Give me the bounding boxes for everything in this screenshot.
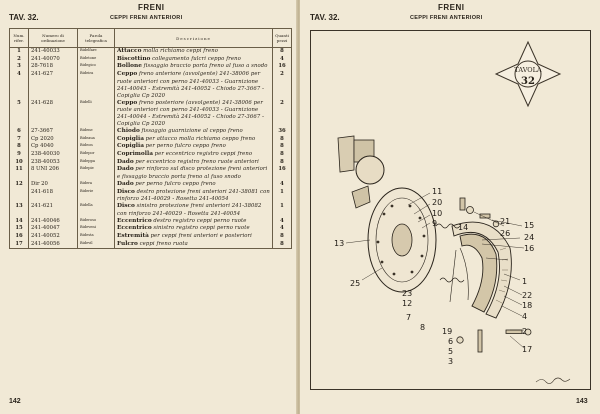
row-order-code: 241-40033 <box>29 48 78 56</box>
row-order-code: 241-40047 <box>29 225 78 233</box>
page-subtitle: CEPPI FRENI ANTERIORI <box>410 15 483 21</box>
part-name: Eccentrico <box>117 225 152 232</box>
callout-20: 20 <box>432 198 443 207</box>
row-number: 17 <box>10 241 29 249</box>
header-tele: Parola telegrafica <box>78 29 115 48</box>
table-row <box>10 159 292 167</box>
row-description <box>115 203 273 218</box>
part-description: collegamento fulcri ceppo freno <box>152 55 241 62</box>
part-description: molla richiamo ceppi freno <box>143 48 219 54</box>
row-quantity: 8 <box>273 241 292 249</box>
callout-7: 7 <box>406 313 412 322</box>
row-order-code: 28-7618 <box>29 63 78 71</box>
callout-25: 25 <box>350 279 361 288</box>
table-row <box>10 151 292 159</box>
row-number: 12 <box>10 181 29 189</box>
part-name: Copiglia <box>117 143 144 150</box>
row-number: 7 <box>10 136 29 144</box>
table-row <box>10 100 292 129</box>
part-name: Disco <box>117 203 135 210</box>
row-description <box>115 218 273 226</box>
row-quantity: 8 <box>273 151 292 159</box>
row-number: 5 <box>10 100 29 129</box>
row-number: 4 <box>10 71 29 100</box>
part-name: Chiodo <box>117 128 140 135</box>
row-number: 2 <box>10 56 29 64</box>
callout-13: 13 <box>334 239 345 248</box>
section-title: FRENI <box>438 3 465 12</box>
row-telegraph-word: Bideppa <box>78 159 115 167</box>
row-order-code: 8 UNI 206 <box>29 166 78 181</box>
table-row <box>10 71 292 100</box>
part-name: Fulcro <box>117 240 138 247</box>
callout-14: 14 <box>458 223 469 232</box>
axle-assembly <box>338 136 384 208</box>
row-quantity: 36 <box>273 128 292 136</box>
row-description <box>115 225 273 233</box>
part-name: Ceppo <box>117 99 138 106</box>
row-number: 6 <box>10 128 29 136</box>
row-telegraph-word: Bidera <box>78 181 115 189</box>
row-order-code: 241-40056 <box>29 241 78 249</box>
parts-table-body <box>10 48 292 249</box>
row-number: 13 <box>10 203 29 218</box>
part-description: per rinforzo sul disco protezione freni anteriori e fissaggio braccio porta freno al fuso snodo <box>117 166 268 180</box>
row-order-code: 241-40046 <box>29 218 78 226</box>
row-quantity: 4 <box>273 225 292 233</box>
row-number: 8 <box>10 143 29 151</box>
row-quantity: 16 <box>273 63 292 71</box>
table-row <box>10 136 292 144</box>
row-telegraph-word: Bidesta <box>78 233 115 241</box>
part-description: per perno fulcro ceppo freno <box>135 180 216 187</box>
part-description: per perno fulcro ceppo freno <box>145 143 226 150</box>
row-quantity: 8 <box>273 233 292 241</box>
row-order-code: 238-40053 <box>29 159 78 167</box>
part-description: fissaggio guarnizione al ceppo freno <box>141 128 243 135</box>
row-number: 16 <box>10 233 29 241</box>
row-number: 1 <box>10 48 29 56</box>
table-row <box>10 128 292 136</box>
row-order-code: 27-3667 <box>29 128 78 136</box>
row-telegraph-word: Bidepor <box>78 151 115 159</box>
backing-plate-disc <box>368 188 436 292</box>
row-telegraph-word: Bidepie <box>78 166 115 181</box>
row-telegraph-word: Bidegico <box>78 63 115 71</box>
callout-18: 18 <box>522 301 533 310</box>
row-description <box>115 63 273 71</box>
row-quantity: 2 <box>273 71 292 100</box>
row-order-code: 241-621 <box>29 203 78 218</box>
page-subtitle: CEPPI FRENI ANTERIORI <box>110 15 183 21</box>
part-description: destro registro ceppi perno ruote <box>153 217 247 224</box>
part-name: Dado <box>117 166 134 173</box>
callout-3: 3 <box>448 357 454 366</box>
row-description <box>115 48 273 56</box>
table-row <box>10 189 292 204</box>
callout-8: 8 <box>420 323 426 332</box>
row-description <box>115 100 273 129</box>
part-name: Coprimolla <box>117 151 153 158</box>
row-telegraph-word: Bideira <box>78 71 115 100</box>
row-description <box>115 56 273 64</box>
part-name: Dado <box>117 158 134 165</box>
part-name: Eccentrico <box>117 217 152 224</box>
tav-label: TAV. 32. <box>9 13 39 22</box>
callout-21: 21 <box>500 217 511 226</box>
part-name: Copiglia <box>117 135 144 142</box>
row-number <box>10 189 29 204</box>
row-description <box>115 233 273 241</box>
callout-17: 17 <box>522 345 533 354</box>
left-page <box>0 0 297 414</box>
row-description <box>115 181 273 189</box>
callout-9: 9 <box>432 219 438 228</box>
part-name: Biscottino <box>117 55 151 62</box>
callout-10: 10 <box>432 209 443 218</box>
part-description: sinistro protezione freni anteriori 241-38082 con rinforzo 241-40029 - Rosetta 241-40054 <box>117 203 262 217</box>
row-telegraph-word: Biderie <box>78 189 115 204</box>
part-name: Bollone <box>117 63 142 70</box>
row-telegraph-word: Bideroso <box>78 218 115 226</box>
table-row <box>10 203 292 218</box>
callout-11: 11 <box>432 187 443 196</box>
row-description <box>115 143 273 151</box>
part-name: Disco <box>117 188 135 195</box>
row-number: 11 <box>10 166 29 181</box>
part-description: freno posteriore (avvolgente) 241-38006 per ruote anteriori con perno 241-40033 - Guarnizione 241-40044 - Estremità 241-40052 - Chiodo 27-3667 - Copiglia Cp 2020 <box>117 99 264 128</box>
row-quantity: 16 <box>273 166 292 181</box>
table-row <box>10 181 292 189</box>
part-description: sinistro registro ceppi perno ruote <box>153 225 250 232</box>
row-number: 14 <box>10 218 29 226</box>
logo-text: TAVOLA <box>514 66 542 74</box>
table-row <box>10 63 292 71</box>
part-description: per attacco molla richiamo ceppo freno <box>145 135 256 142</box>
table-row <box>10 166 292 181</box>
row-telegraph-word: Bideveni <box>78 225 115 233</box>
row-quantity: 4 <box>273 181 292 189</box>
row-order-code: Cp 4040 <box>29 143 78 151</box>
callout-19: 19 <box>442 327 453 336</box>
exploded-brake-diagram <box>310 30 591 390</box>
row-number: 10 <box>10 159 29 167</box>
section-title: FRENI <box>138 3 165 12</box>
row-telegraph-word: Bidelli <box>78 100 115 129</box>
row-number: 9 <box>10 151 29 159</box>
row-description <box>115 159 273 167</box>
part-description: destro protezione freni anteriori 241-38081 con rinforzo 241-40029 - Rosetta 241-40054 <box>117 188 270 203</box>
table-header-row <box>10 29 292 48</box>
row-quantity: 4 <box>273 56 292 64</box>
parts-table <box>9 28 292 249</box>
table-row <box>10 48 292 56</box>
callout-15: 15 <box>524 221 535 230</box>
row-telegraph-word: Bidene <box>78 128 115 136</box>
row-quantity: 8 <box>273 136 292 144</box>
callout-24: 24 <box>524 233 535 242</box>
row-order-code: 241-40070 <box>29 56 78 64</box>
table-row <box>10 233 292 241</box>
row-description <box>115 151 273 159</box>
table-row <box>10 143 292 151</box>
row-telegraph-word: Bidevil <box>78 241 115 249</box>
callout-4: 4 <box>522 312 528 321</box>
part-description: per eccentrico registro ceppi freno <box>154 151 253 158</box>
row-description <box>115 136 273 144</box>
callout-26: 26 <box>500 229 511 238</box>
callout-16: 16 <box>524 244 535 253</box>
header-desc: Descrizione <box>115 29 273 48</box>
right-page <box>300 0 600 414</box>
part-name: Attacco <box>117 48 142 54</box>
table-row <box>10 56 292 64</box>
row-quantity: 1 <box>273 203 292 218</box>
part-description: fissaggio braccio porta freno al fuso a snodo <box>143 63 268 70</box>
row-quantity: 1 <box>273 189 292 204</box>
part-name: Ceppo <box>117 70 138 77</box>
logo-number: 32 <box>521 76 535 87</box>
row-telegraph-word: Bidetone <box>78 56 115 64</box>
row-telegraph-word: Bideaua <box>78 136 115 144</box>
table-row <box>10 225 292 233</box>
row-description <box>115 166 273 181</box>
page-number: 142 <box>9 398 21 405</box>
part-name: Dado <box>117 180 134 187</box>
header-code: Numero di ordinazione <box>29 29 78 48</box>
row-telegraph-word: Bideon <box>78 143 115 151</box>
row-quantity: 8 <box>273 48 292 56</box>
row-telegraph-word: Bidelfare <box>78 48 115 56</box>
callout-1: 1 <box>522 277 528 286</box>
row-order-code: 241-627 <box>29 71 78 100</box>
row-order-code: 238-40030 <box>29 151 78 159</box>
header-num: Num. rifer. <box>10 29 29 48</box>
row-description <box>115 71 273 100</box>
row-order-code: 241-40052 <box>29 233 78 241</box>
part-description: freno anteriore (avvolgente) 241-38006 per ruote anteriori con perno 241-40033 - Guarnizione 241-40043 - Estremità 241-40052 - Chiodo 27-3667 - Copiglia Cp 2020 <box>117 70 264 99</box>
part-description: per ceppi freni anteriori e posteriori <box>150 233 252 240</box>
row-telegraph-word: Bidella <box>78 203 115 218</box>
row-quantity: 4 <box>273 218 292 226</box>
callout-5: 5 <box>448 347 454 356</box>
table-row <box>10 241 292 249</box>
row-quantity: 8 <box>273 143 292 151</box>
tav-label: TAV. 32. <box>310 13 340 22</box>
callout-2: 2 <box>522 327 528 336</box>
part-name: Estremità <box>117 233 149 240</box>
row-order-code: Dir 20 <box>29 181 78 189</box>
header-qty: Quanti pezzi <box>273 29 292 48</box>
part-description: per eccentrico registro freno ruote anteriori <box>135 158 259 165</box>
row-order-code: 241-618 <box>29 189 78 204</box>
row-description <box>115 128 273 136</box>
callout-23: 23 <box>402 289 413 298</box>
row-order-code: Cp 2020 <box>29 136 78 144</box>
callout-12: 12 <box>402 299 413 308</box>
row-order-code: 241-628 <box>29 100 78 129</box>
artist-signature <box>536 378 570 384</box>
tavola-logo <box>496 42 560 106</box>
row-quantity: 8 <box>273 159 292 167</box>
row-description <box>115 189 273 204</box>
callout-22: 22 <box>522 291 533 300</box>
table-row <box>10 218 292 226</box>
page-number: 143 <box>576 398 588 405</box>
row-quantity: 2 <box>273 100 292 129</box>
row-number: 15 <box>10 225 29 233</box>
part-description: ceppi freno ruota <box>139 240 188 247</box>
callout-6: 6 <box>448 337 454 346</box>
row-number: 3 <box>10 63 29 71</box>
row-description <box>115 241 273 249</box>
